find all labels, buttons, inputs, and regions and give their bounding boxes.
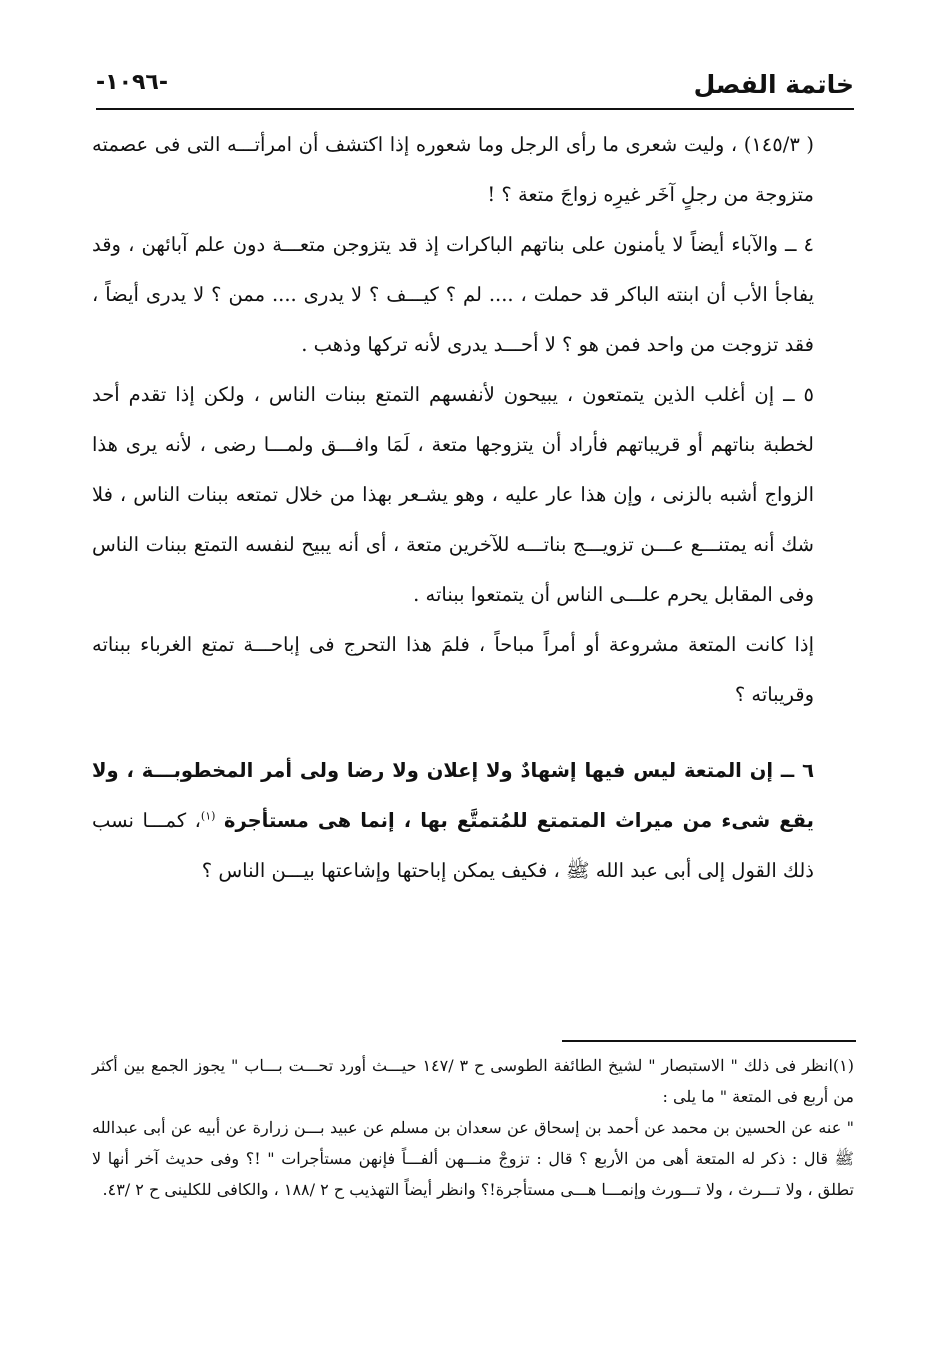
paragraph-4: إذا كانت المتعة مشروعة أو أمراً مباحاً ، فلمَ هذا التحرج فى إباحـــة تمتع الغرباء ببناته وقريباته ؟ (92, 633, 814, 706)
main-text (92, 120, 814, 896)
footnote-divider (562, 1040, 856, 1042)
paragraph-1: ( ١٤٥/٣) ، وليت شعرى ما رأى الرجل وما شعوره إذا اكتشف أن امرأتـــه التى فى عصمته متزوجة من رجلٍ آخَر غيرِه زواجَ متعة ؟ ! (92, 133, 814, 206)
paragraph-3: ٥ ــ إن أغلب الذين يتمتعون ، يبيحون لأنفسهم التمتع ببنات الناس ، ولكن إذا تقدم أحد لخطبة بناتهم أو قريباتهم فأراد أن يتزوجها متعة ، لَمَا وافـــق ولمـــا رضى ، لأنه يرى هذا الزواج أشبه بالزنى ، وإن هذا عار عليه ، وهو يشـعر بهذا من خلال تمتعه ببنات الناس ، فلا شك أنه يمتنـــع عـــن تزويـــج بناتـــه للآخرين متعة ، أى أنه يبيح لنفسه التمتع ببنات الناس وفى المقابل يحرم علـــى الناس أن يتمتعوا ببناته . (92, 383, 814, 606)
paragraph-5-rest: ، كمـــا نسب ذلك القول إلى أبى عبد الله ﷺ ، فكيف يمكن إباحتها وإشاعتها بيـــن الناس ؟ (92, 809, 814, 882)
chapter-title: خاتمة الفصل (693, 70, 854, 99)
paragraph-2: ٤ ــ والآباء أيضاً لا يأمنون على بناتهم الباكرات إذ قد يتزوجن متعـــة دون علم آبائهن ، وقد يفاجأ الأب أن ابنته الباكر قد حملت ، .... لم ؟ كيـــف ؟ لا يدرى .... ممن ؟ لا يدرى أيضاً ، فقد تزوجت من واحد فمن هو ؟ لا أحـــد يدرى لأنه تركها وذهب . (92, 233, 814, 356)
page-header (96, 66, 854, 106)
page-number: -١٠٩٦- (96, 70, 168, 95)
footnote-ref: (١) (200, 809, 216, 823)
footnote-1: (١)انظر فى ذلك " الاستبصار " لشيخ الطائفة الطوسى ح ٣ /١٤٧ حيـــث أورد تحـــت بـــاب " يجوز الجمع بين أكثر من أربع فى المتعة " ما يلى : (92, 1056, 855, 1106)
paragraph-5 (92, 746, 814, 896)
paragraph-gap (92, 720, 814, 746)
footnotes (92, 1050, 854, 1205)
paragraph-5-bold: ٦ ــ إن المتعة ليس فيها إشهادٌ ولا إعلان ولا رضا ولى أمر المخطوبـــة ، ولا يقع شىء من ميراث المتمتع للمُتمتَّع بها ، إنما هى مستأجرة (92, 759, 814, 832)
footnote-1-quote: " عنه عن الحسين بن محمد عن أحمد بن إسحاق عن سعدان بن مسلم عن عبيد بـــن زرارة عن أبيه عن أبى عبدالله ﷺ قال : ذكر له المتعة أهى من الأربع ؟ قال : تزوجْ منـــهن ألفـــاً فإنهن مستأجرات " !؟ وفى حديث آخر أنها لا تطلق ، ولا تـــرث ، ولا تـــورث وإنمـــا هـــى مستأجرة!؟ وانظر أيضاً التهذيب ح ٢ /١٨٨ ، والكافى للكلينى ح ٢ /٤٣. (92, 1118, 854, 1199)
header-divider (96, 108, 854, 110)
